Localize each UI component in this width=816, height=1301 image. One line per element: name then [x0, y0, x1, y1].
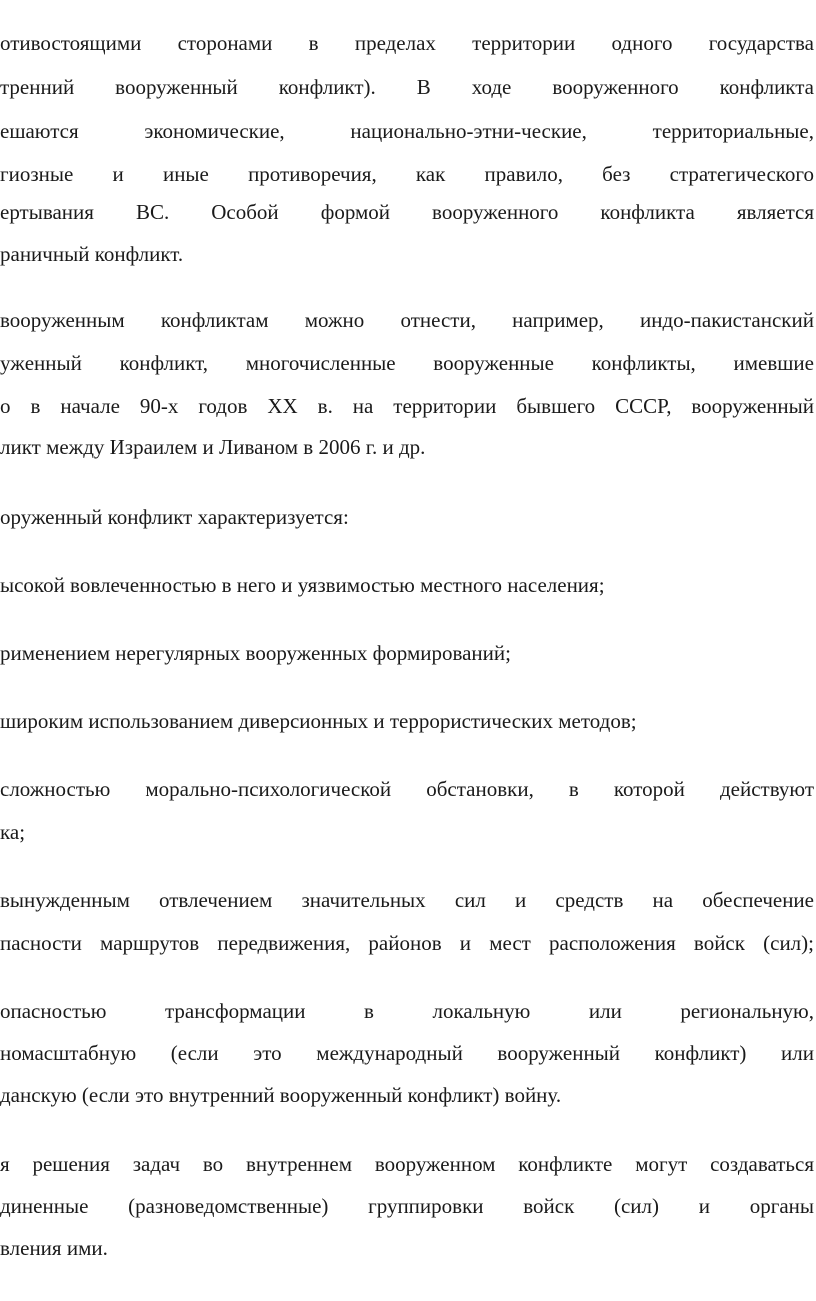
text-line-7: вооруженным конфликтам можно отнести, например, индо-пакистанский [0, 308, 814, 332]
text-line-23: диненные (разноведомственные) группировки войск (сил) и органы [0, 1194, 814, 1218]
text-line-24: вления ими. [0, 1236, 108, 1260]
text-line-17: вынужденным отвлечением значительных сил и средств на обеспечение [0, 888, 814, 912]
text-line-9: о в начале 90-х годов XX в. на территории бывшего СССР, вооруженный [0, 394, 814, 418]
text-line-5: ертывания ВС. Особой формой вооруженного конфликта является [0, 200, 814, 224]
text-line-3: ешаются экономические, национально-этни-ческие, территориальные, [0, 119, 814, 143]
text-line-1: отивостоящими сторонами в пределах территории одного государства [0, 31, 814, 55]
text-line-12: ысокой вовлеченностью в него и уязвимостью местного населения; [0, 573, 605, 597]
text-line-14: широким использованием диверсионных и террористических методов; [0, 709, 637, 733]
text-line-19: опасностью трансформации в локальную или региональную, [0, 999, 814, 1023]
text-line-18: пасности маршрутов передвижения, районов и мест расположения войск (сил); [0, 931, 814, 955]
text-line-20: номасштабную (если это международный вооруженный конфликт) или [0, 1041, 814, 1065]
text-line-21: данскую (если это внутренний вооруженный конфликт) войну. [0, 1083, 562, 1107]
text-line-4: гиозные и иные противоречия, как правило, без стратегического [0, 162, 814, 186]
text-line-8: ужeнный конфликт, многочисленные вооруженные конфликты, имевшие [0, 351, 814, 375]
text-line-16: ка; [0, 820, 26, 844]
text-line-10: ликт между Израилем и Ливаном в 2006 г. и др. [0, 435, 426, 459]
text-line-15: сложностью морально-психологической обстановки, в которой действуют [0, 777, 814, 801]
text-line-22: я решения задач во внутреннем вооруженном конфликте могут создаваться [0, 1152, 814, 1176]
text-line-2: тренний вооруженный конфликт). В ходе вооруженного конфликта [0, 75, 814, 99]
text-line-6: раничный конфликт. [0, 242, 184, 266]
text-line-11: оруженный конфликт характеризуется: [0, 505, 349, 529]
text-line-13: рименением нерегулярных вооруженных формирований; [0, 641, 511, 665]
